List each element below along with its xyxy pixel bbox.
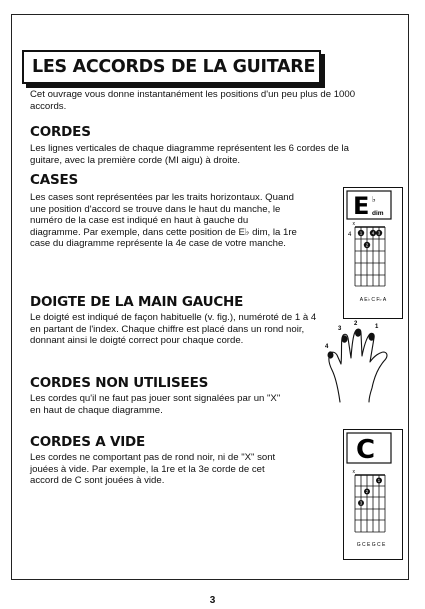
svg-text:2: 2 xyxy=(365,489,369,494)
finger-label-2: 2 xyxy=(354,321,358,327)
heading-doigte: DOIGTE DE LA MAIN GAUCHE xyxy=(30,294,244,310)
chord-notes: A E♭ C F♭ A xyxy=(359,297,387,303)
intro-text: Cet ouvrage vous donne instantanément les positions d'un peu plus de 1000 accords. xyxy=(30,89,356,112)
chord-quality: dim xyxy=(372,210,384,217)
text-a-vide: Les cordes ne comportant pas de rond noir, ni de "X" sont jouées à vide. Par exemple, la 1re et la 3e corde de cet accord de C sont jouées à vide. xyxy=(30,452,276,486)
chord-flat: ♭ xyxy=(372,195,376,204)
chord2-notes: G C E G C E xyxy=(356,542,386,548)
text-cordes: Les lignes verticales de chaque diagramme représentent les 6 cordes de la guitare, avec la première corde (MI aigu) à droite. xyxy=(30,143,349,166)
svg-text:1: 1 xyxy=(377,478,381,483)
page-title: LES ACCORDS DE LA GUITARE xyxy=(22,50,321,84)
svg-text:3: 3 xyxy=(359,500,363,506)
svg-text:4: 4 xyxy=(371,230,375,236)
chord-diagram-c xyxy=(343,429,403,560)
hand-illustration xyxy=(320,322,400,402)
heading-non-utilisees: CORDES NON UTILISEES xyxy=(30,375,209,391)
heading-cases: CASES xyxy=(30,172,79,188)
heading-cordes: CORDES xyxy=(30,124,91,140)
finger-label-1: 1 xyxy=(375,324,379,330)
chord-diagram-eb-dim xyxy=(343,187,403,319)
chord-position: 4 xyxy=(348,232,352,238)
svg-text:x: x xyxy=(352,469,355,475)
svg-text:x: x xyxy=(352,221,355,227)
heading-a-vide: CORDES A VIDE xyxy=(30,434,146,450)
text-doigte: Le doigté est indiqué de façon habituelle (v. fig.), numéroté de 1 à 4 en partant de l'index. Chaque chiffre est placé dans un rond noir, donnant ainsi le doigté correct pour chaque corde. xyxy=(30,312,317,346)
chord2-name: C xyxy=(356,435,376,465)
svg-text:1: 1 xyxy=(359,230,363,236)
svg-text:2: 2 xyxy=(365,242,369,248)
svg-text:3: 3 xyxy=(377,230,381,236)
page-number: 3 xyxy=(209,595,216,606)
chord-name: E xyxy=(353,192,370,220)
finger-label-3: 3 xyxy=(338,326,342,332)
text-cases: Les cases sont représentées par les traits horizontaux. Quand une position d'accord se trouve dans le haut du manche, le numéro de la case est indiqué en haut à gauche du diagramme. Par exemple, dans cette position de E♭ dim, la 1re case du diagramme représente la 4e case de votre manche. xyxy=(30,192,297,249)
finger-label-4: 4 xyxy=(325,344,329,350)
text-non-utilisees: Les cordes qu'il ne faut pas jouer sont signalées par un "X" en haut de chaque diagramme. xyxy=(30,393,281,416)
